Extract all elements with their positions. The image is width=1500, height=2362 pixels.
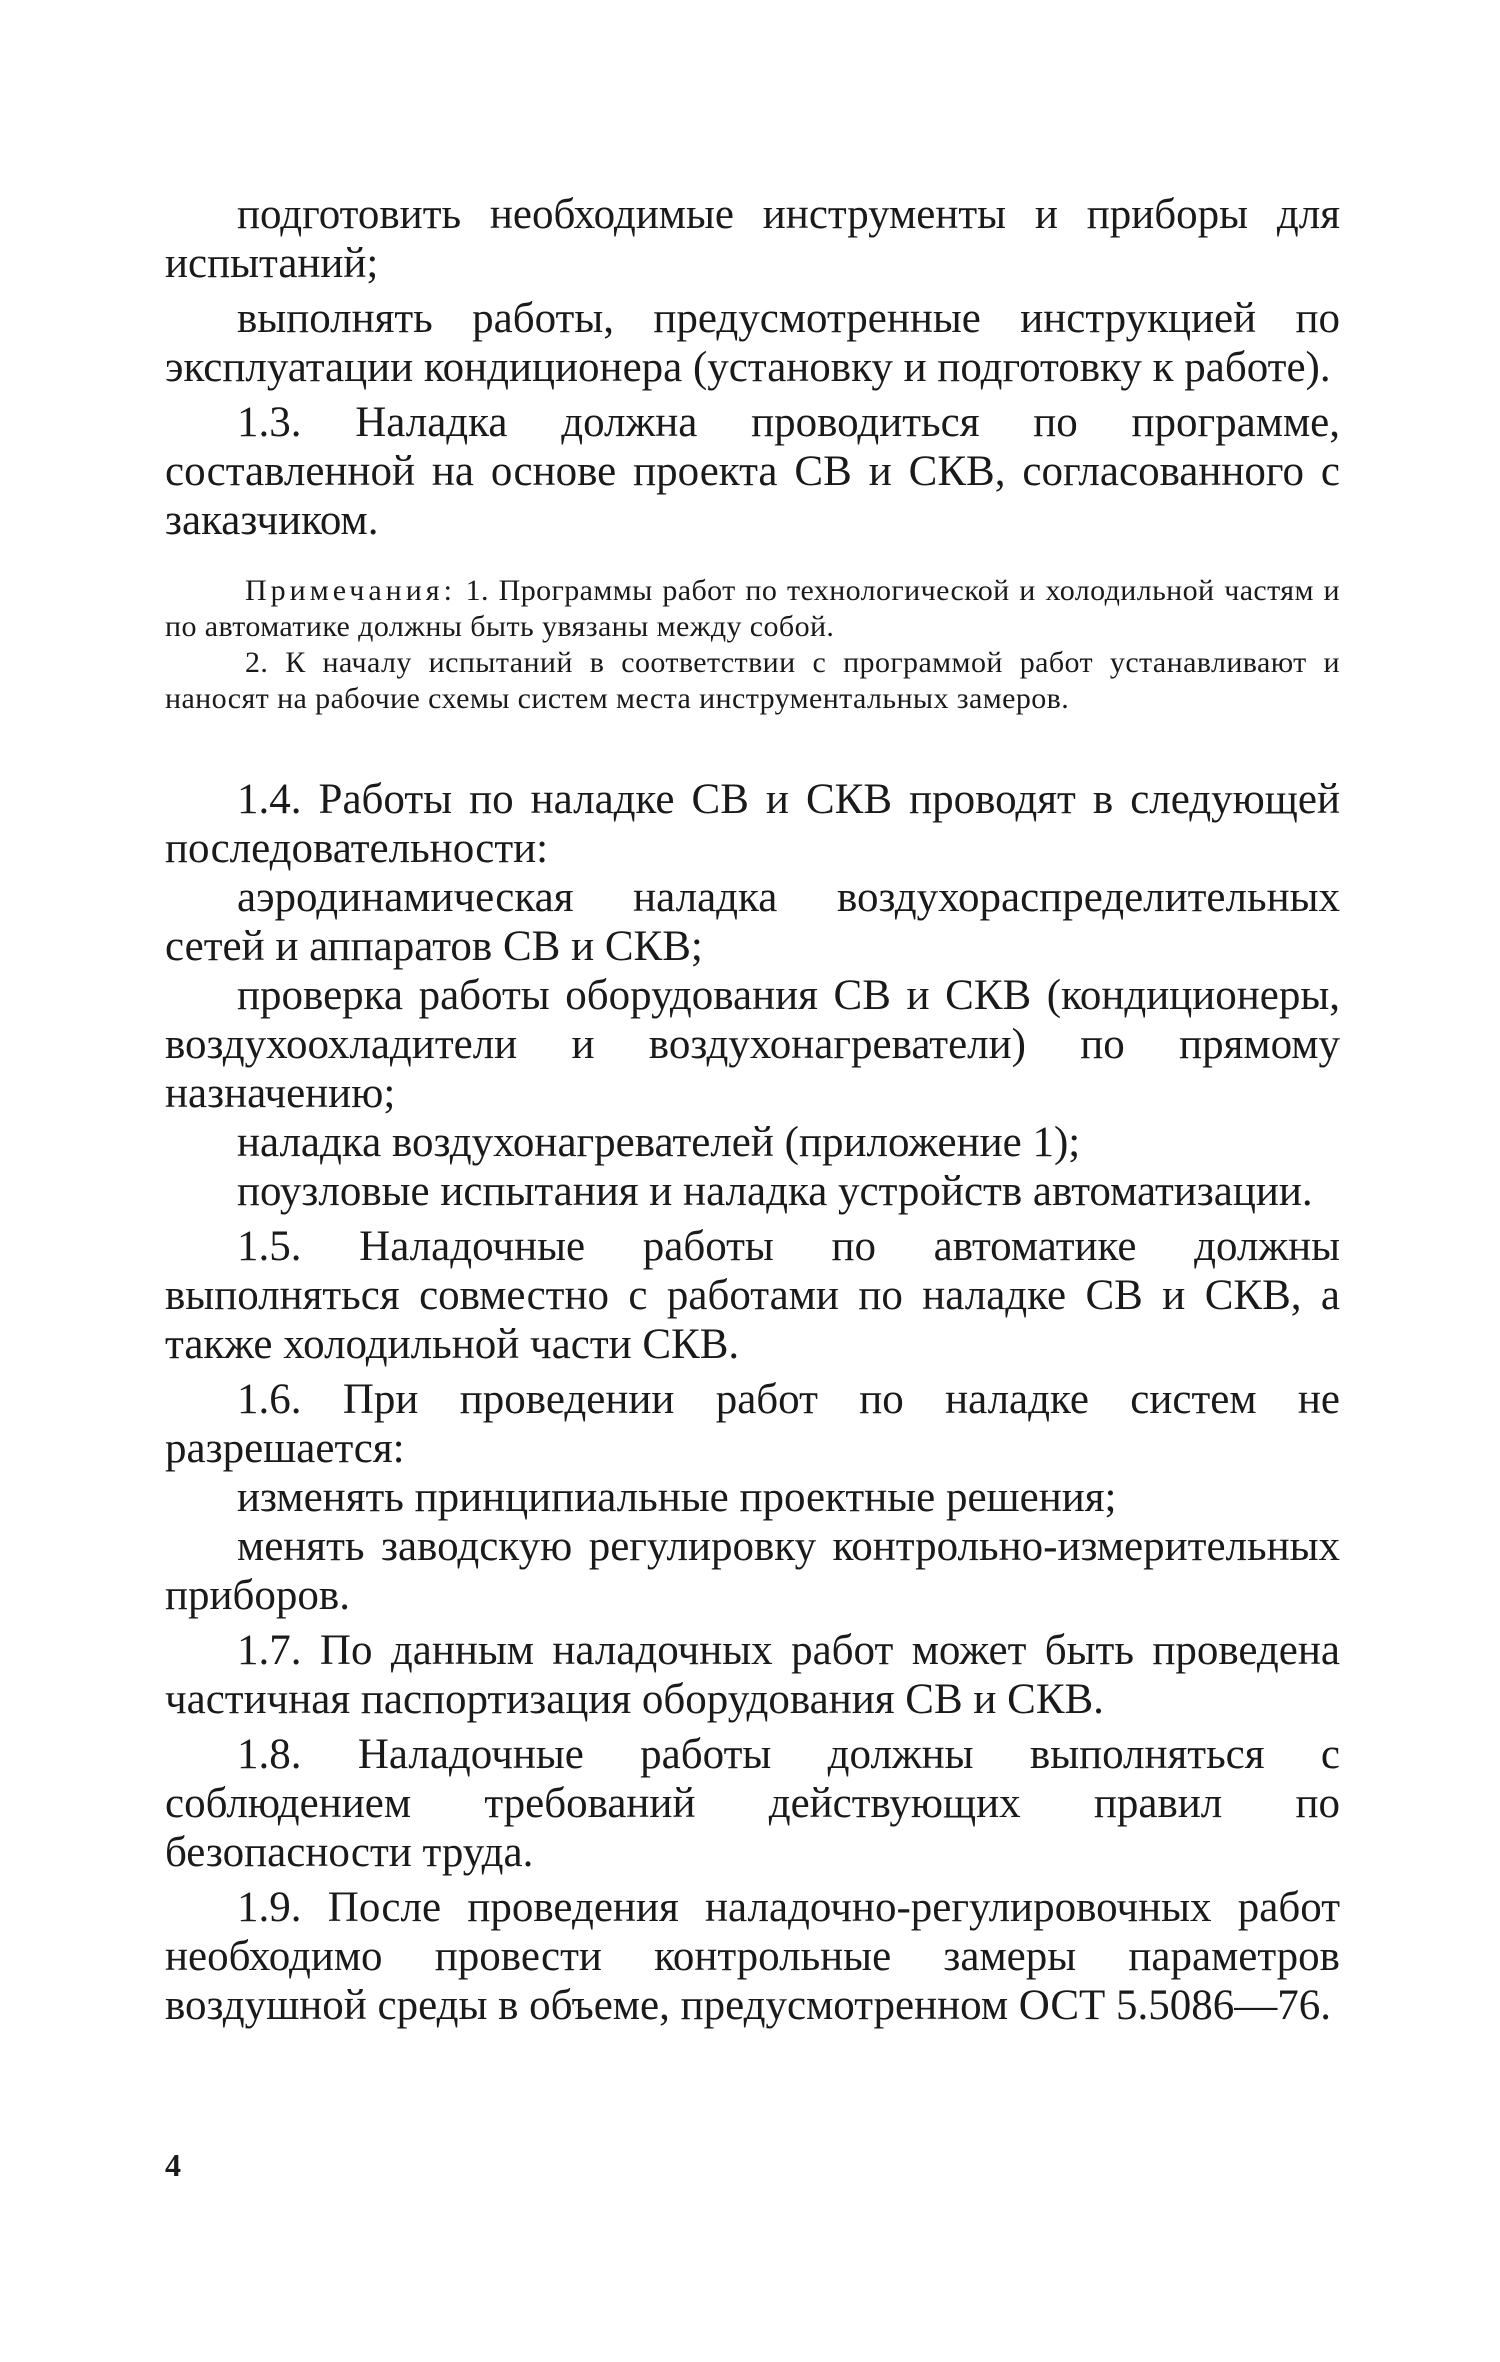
page-body [165, 190, 1340, 2030]
note-1 [165, 573, 1340, 645]
notes-label: Примечания: [245, 574, 456, 607]
note-1-text: 1. Программы работ по технологической и холодильной частям и по автоматике должны быть увязаны между собой. [165, 574, 1340, 643]
section-1-3: 1.3. Наладка должна проводиться по программе, составленной на основе проекта СВ и СКВ, согласованного с заказчиком. [165, 399, 1340, 544]
list-item: проверка работы оборудования СВ и СКВ (кондиционеры, воздухоохладители и воздухонагреватели) по прямому назначению; [165, 972, 1340, 1117]
section-1-5: 1.5. Наладочные работы по автоматике должны выполняться совместно с работами по наладке СВ и СКВ, а также холодильной части СКВ. [165, 1223, 1340, 1368]
paragraph-prepare-instruments: подготовить необходимые инструменты и приборы для испытаний; [165, 191, 1340, 287]
paragraph-perform-works: выполнять работы, предусмотренные инструкцией по эксплуатации кондиционера (установку и подготовку к работе). [165, 295, 1340, 391]
section-1-4: 1.4. Работы по наладке СВ и СКВ проводят в следующей последовательности: [165, 776, 1340, 872]
section-1-9: 1.9. После проведения наладочно-регулировочных работ необходимо провести контрольные замеры параметров воздушной среды в объеме, предусмотренном ОСТ 5.5086—76. [165, 1884, 1340, 2029]
list-item: менять заводскую регулировку контрольно-измерительных приборов. [165, 1523, 1340, 1619]
note-2: 2. К началу испытаний в соответствии с программой работ устанавливают и наносят на рабочие схемы систем места инструментальных замеров. [165, 646, 1340, 715]
page-number: 4 [165, 2147, 181, 2183]
notes-block [165, 573, 1340, 717]
section-1-8: 1.8. Наладочные работы должны выполняться с соблюдением требований действующих правил по безопасности труда. [165, 1731, 1340, 1876]
list-item: аэродинамическая наладка воздухораспределительных сетей и аппаратов СВ и СКВ; [165, 874, 1340, 970]
section-1-7: 1.7. По данным наладочных работ может быть проведена частичная паспортизация оборудования СВ и СКВ. [165, 1627, 1340, 1723]
section-1-6: 1.6. При проведении работ по наладке систем не разрешается: [165, 1376, 1340, 1472]
list-item: изменять принципиальные проектные решения; [237, 1474, 1117, 1521]
list-item: наладка воздухонагревателей (приложение 1); [237, 1119, 1081, 1166]
list-item: поузловые испытания и наладка устройств автоматизации. [237, 1168, 1313, 1215]
